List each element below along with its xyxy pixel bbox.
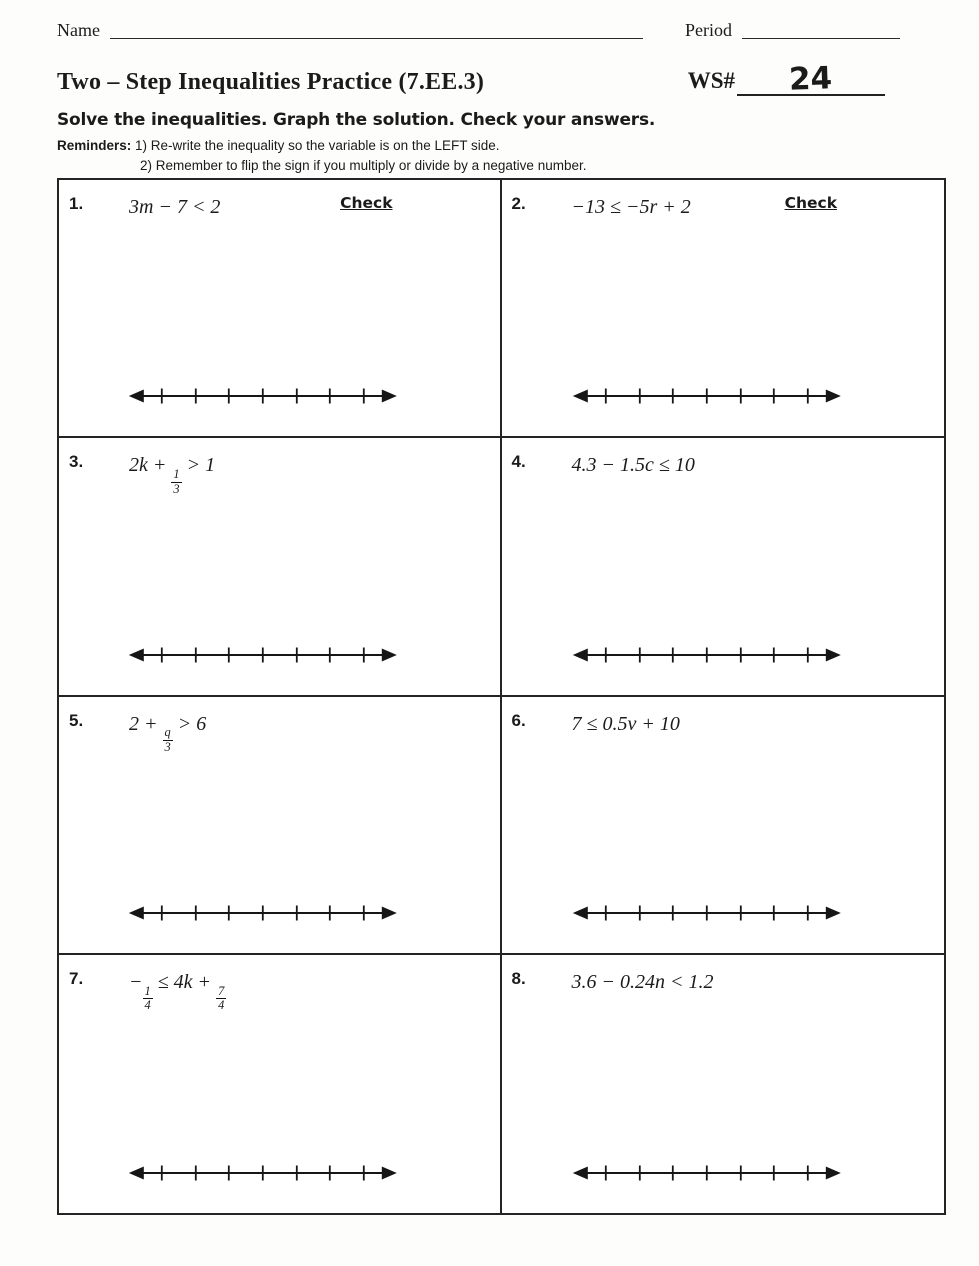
- problem-number: 6.: [511, 710, 526, 730]
- problem-number: 3.: [69, 452, 84, 472]
- problems-table: [57, 178, 946, 1215]
- problem-number: 4.: [511, 452, 526, 472]
- header-name-period: [57, 20, 900, 42]
- problem-cell-6: [502, 697, 945, 955]
- ws-label: WS#: [687, 68, 735, 93]
- page-title: Two – Step Inequalities Practice (7.EE.3): [57, 69, 485, 95]
- problem-expression: −13 ≤ −5r + 2: [571, 196, 691, 218]
- name-label: Name: [57, 20, 100, 40]
- problem-expression: 3m − 7 < 2: [129, 196, 221, 218]
- problem-cell-3: [59, 438, 502, 696]
- ws-number-group: [688, 58, 885, 96]
- problem-expression: − $\frac{1}{4}$ ≤ 4k + $\frac{7}{4}$: [129, 970, 225, 1013]
- problem-number: 8.: [511, 968, 526, 988]
- number-line: [128, 1160, 398, 1186]
- ws-blank-line: [737, 58, 885, 96]
- number-line: [128, 383, 398, 409]
- header-title-row: [57, 58, 885, 96]
- number-line: [572, 1160, 842, 1186]
- number-line: [572, 642, 842, 668]
- instructions-text: Solve the inequalities. Graph the solution. Check your answers.: [57, 110, 656, 130]
- period-blank-line: [742, 21, 900, 39]
- problem-number: 2.: [511, 194, 526, 213]
- problem-cell-7: [59, 955, 502, 1213]
- number-line: [128, 642, 398, 668]
- number-line: [572, 383, 842, 409]
- problem-number: 1.: [69, 194, 84, 213]
- check-label: Check: [340, 194, 393, 212]
- problem-expression: 3.6 − 0.24n < 1.2: [571, 970, 714, 993]
- check-label: Check: [784, 194, 837, 212]
- problem-expression: 2k + $\frac{1}{3}$ > 1: [129, 454, 216, 496]
- reminder-1-text: 1) Re-write the inequality so the variable is on the LEFT side.: [135, 138, 500, 153]
- ws-number-handwritten: 24: [788, 60, 834, 98]
- problem-cell-1: [59, 180, 502, 438]
- number-line: [572, 900, 842, 926]
- reminder-line-2: 2) Remember to flip the sign if you multiply or divide by a negative number.: [140, 158, 587, 173]
- problem-cell-4: [502, 438, 945, 696]
- problem-cell-5: [59, 697, 502, 955]
- problem-number: 5.: [69, 710, 84, 730]
- problem-cell-2: [502, 180, 945, 438]
- problem-expression: 4.3 − 1.5c ≤ 10: [571, 454, 695, 477]
- problem-expression: 2 + $\frac{q}{3}$ > 6: [129, 712, 207, 754]
- period-label: Period: [685, 20, 732, 40]
- reminders-label: Reminders:: [57, 138, 132, 153]
- number-line: [128, 900, 398, 926]
- problem-expression: 7 ≤ 0.5v + 10: [571, 712, 680, 735]
- name-blank-line: [110, 21, 643, 39]
- reminder-line-1: [57, 138, 499, 153]
- problem-cell-8: [502, 955, 945, 1213]
- problem-number: 7.: [69, 968, 84, 988]
